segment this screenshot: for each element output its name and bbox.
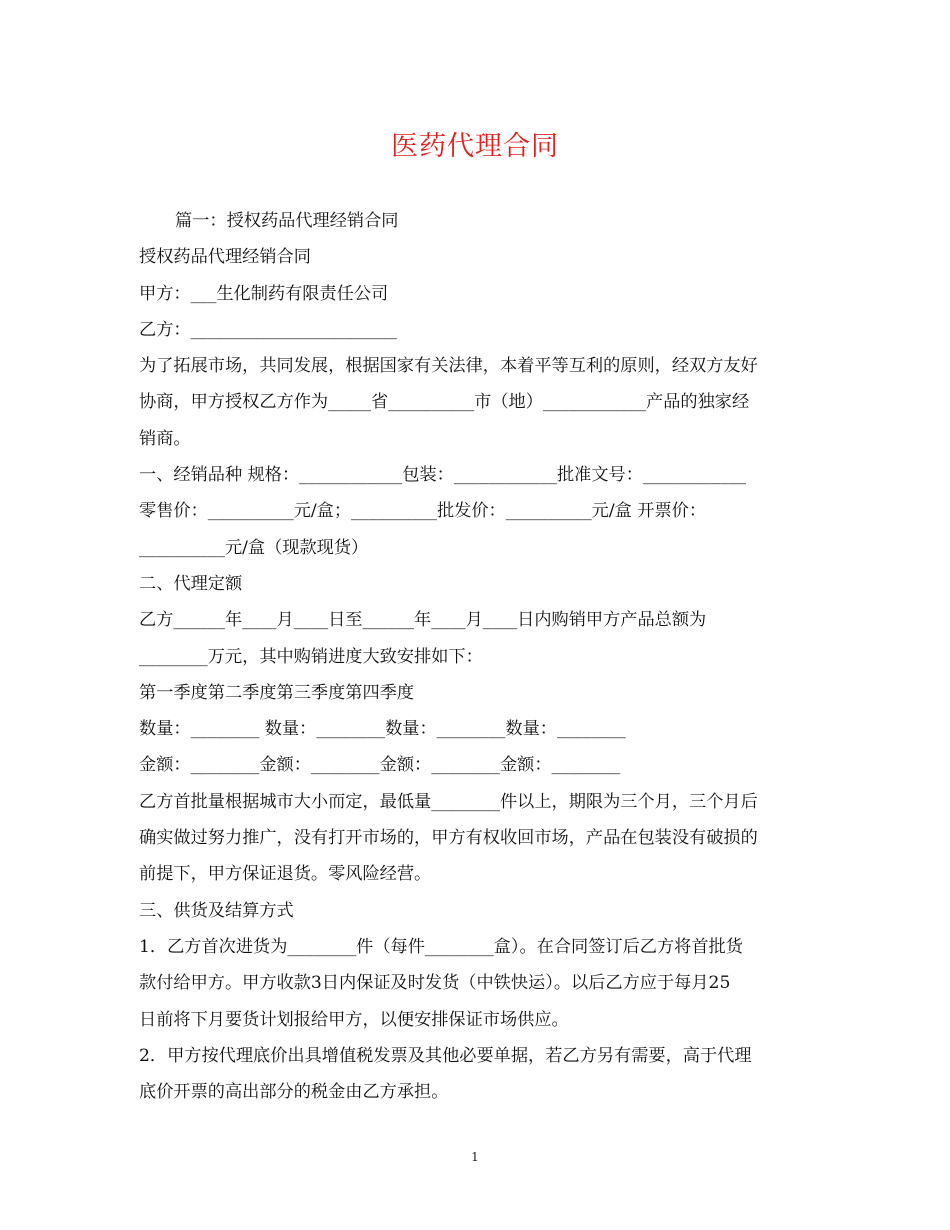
clause-3-heading: 三、供货及结算方式	[139, 900, 294, 921]
section-heading-part-one: 篇一：授权药品代理经销合同	[175, 211, 399, 231]
clause-1-product-spec: 一、经销品种 规格：____________包装：____________批准文号：____________	[139, 465, 747, 486]
preamble-line-1: 为了拓展市场，共同发展，根据国家有关法律，本着平等互利的原则，经双方友好	[139, 356, 758, 377]
preamble-line-2: 协商，甲方授权乙方作为_____省__________市（地）____________产品的独家经	[139, 392, 750, 413]
quarters-quantity: 数量：________ 数量：________数量：________数量：________	[139, 719, 626, 740]
party-a-line: 甲方：___生化制药有限责任公司	[139, 283, 389, 304]
preamble-line-3: 销商。	[139, 428, 191, 449]
clause-3-item-2-line-1: 2．甲方按代理底价出具增值税发票及其他必要单据，若乙方另有需要，高于代理	[139, 1045, 752, 1066]
first-batch-line-3: 前提下，甲方保证退货。零风险经营。	[139, 864, 432, 885]
clause-2-period: 乙方______年____月____日至______年____月____日内购销甲方产品总额为	[139, 610, 707, 631]
clause-1-invoice-price: __________元/盒（现款现货）	[139, 537, 369, 558]
first-batch-line-2: 确实做过努力推广，没有打开市场的，甲方有权收回市场，产品在包装没有破损的	[139, 828, 758, 849]
page-number: 1	[471, 1150, 479, 1164]
contract-name: 授权药品代理经销合同	[139, 247, 311, 268]
party-b-line: 乙方：________________________	[139, 319, 397, 340]
quarters-header: 第一季度第二季度第三季度第四季度	[139, 682, 415, 703]
clause-3-item-1-line-1: 1．乙方首次进货为________件（每件________盒）。在合同签订后乙方将首批货	[139, 936, 743, 957]
clause-2-heading: 二、代理定额	[139, 573, 243, 594]
quarters-amount: 金额：________金额：________金额：________金额：________	[139, 755, 621, 776]
clause-3-item-2-line-2: 底价开票的高出部分的税金由乙方承担。	[139, 1082, 449, 1103]
first-batch-line-1: 乙方首批量根据城市大小而定，最低量________件以上，期限为三个月，三个月后	[139, 791, 758, 812]
clause-3-item-1-line-2: 款付给甲方。甲方收款3日内保证及时发货（中铁快运）。以后乙方应于每月25	[139, 973, 731, 994]
clause-1-prices: 零售价：__________元/盒；__________批发价：__________元/盒 开票价：	[139, 501, 707, 522]
clause-2-amount: ________万元，其中购销进度大致安排如下：	[139, 646, 483, 667]
document-title: 医药代理合同	[391, 131, 559, 162]
clause-3-item-1-line-3: 日前将下月要货计划报给甲方，以便安排保证市场供应。	[139, 1009, 569, 1030]
document-body	[139, 203, 819, 1110]
